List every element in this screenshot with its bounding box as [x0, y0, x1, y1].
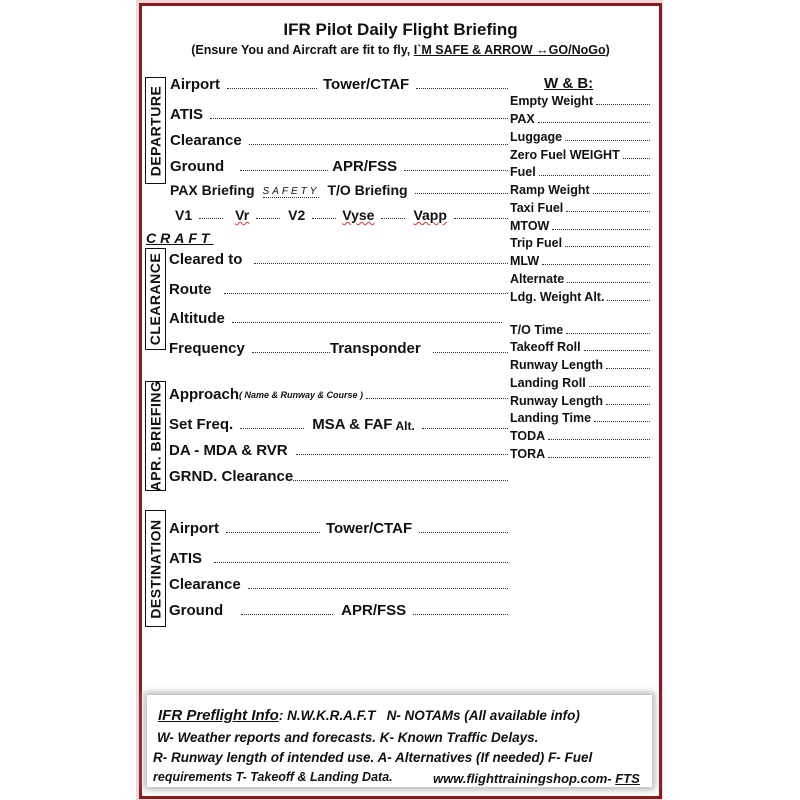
field-altitude[interactable] [169, 310, 502, 327]
fill-line[interactable] [232, 322, 502, 323]
fill-line[interactable] [415, 193, 508, 194]
fts-tag: FTS [615, 771, 640, 786]
fill-line[interactable] [566, 333, 650, 334]
perf-tora[interactable] [510, 447, 650, 461]
safety-hint: SAFETY [262, 186, 320, 197]
label-atis: ATIS [169, 550, 203, 567]
label-transponder: Transponder [329, 340, 421, 357]
label-tower: Tower/CTAF [326, 520, 413, 537]
wb-title: W & B: [544, 75, 594, 92]
page-title: IFR Pilot Daily Flight Briefing [283, 20, 518, 39]
preflight-info-box [147, 695, 652, 787]
perf-toda[interactable] [510, 429, 650, 443]
section-label-departure [145, 77, 166, 184]
wb-mlw[interactable] [510, 254, 650, 268]
field-route[interactable] [169, 281, 508, 298]
wb-label: Trip Fuel [510, 236, 563, 250]
fill-line[interactable] [584, 350, 650, 351]
approach-note: ( Name & Runway & Course ) [239, 390, 364, 400]
wb-label: Empty Weight [510, 94, 594, 108]
wb-label: Luggage [510, 130, 563, 144]
section-label-clearance [145, 248, 166, 350]
fill-line[interactable] [227, 88, 317, 89]
subtitle-prefix: (Ensure You and Aircraft are fit to fly, [191, 43, 414, 57]
label-set-freq: Set Freq. [169, 416, 234, 433]
fill-line[interactable] [413, 614, 508, 615]
website-url[interactable]: www.flighttrainingshop.com- [433, 771, 616, 786]
label-clearance: Clearance [170, 132, 242, 149]
field-da-mda-rvr[interactable] [169, 442, 508, 459]
label-altitude: Altitude [169, 310, 225, 327]
fill-line[interactable] [254, 263, 508, 264]
field-grnd-clearance[interactable] [169, 468, 508, 485]
fill-line[interactable] [366, 398, 508, 399]
fill-line[interactable] [589, 386, 650, 387]
label-apr-fss: APR/FSS [341, 602, 407, 619]
section-label-text: CLEARANCE [147, 252, 164, 346]
briefing-sheet [139, 3, 662, 799]
label-airport: Airport [170, 76, 220, 93]
fill-line[interactable] [606, 404, 650, 405]
field-frequency-transponder[interactable] [169, 340, 508, 357]
label-v1: V1 [175, 207, 193, 223]
fill-line[interactable] [249, 144, 508, 145]
perf-runway-length-landing[interactable] [510, 394, 650, 408]
wb-pax[interactable] [510, 112, 650, 126]
wb-alternate[interactable] [510, 272, 650, 286]
fill-line[interactable] [256, 218, 280, 219]
label-atis: ATIS [170, 106, 204, 123]
perf-label: Takeoff Roll [510, 340, 581, 354]
perf-label: Landing Time [510, 411, 592, 425]
fill-line[interactable] [381, 218, 405, 219]
fill-line[interactable] [454, 218, 508, 219]
fill-line[interactable] [404, 170, 508, 171]
fill-line[interactable] [296, 454, 508, 455]
field-departure-speeds[interactable] [175, 207, 508, 223]
section-label-text: DEPARTURE [147, 85, 164, 176]
fill-line[interactable] [419, 532, 508, 533]
label-to-briefing: T/O Briefing [327, 182, 408, 198]
label-v2: V2 [288, 207, 306, 223]
label-clearance: Clearance [169, 576, 241, 593]
info-line-2: W- Weather reports and forecasts. K- Known Traffic Delays. [157, 730, 539, 745]
field-destination-clearance[interactable] [169, 576, 508, 593]
label-pax-briefing: PAX Briefing [170, 182, 255, 198]
section-label-destination [145, 510, 166, 627]
fill-line[interactable] [199, 218, 223, 219]
perf-label: Runway Length [510, 394, 604, 408]
wb-label: Ramp Weight [510, 183, 590, 197]
label-da-mda-rvr: DA - MDA & RVR [169, 442, 288, 459]
label-tower: Tower/CTAF [323, 76, 410, 93]
perf-label: TODA [510, 429, 546, 443]
fill-line[interactable] [565, 140, 650, 141]
fill-line[interactable] [210, 118, 508, 119]
wb-label: Ldg. Weight Alt. [510, 290, 605, 304]
wb-luggage[interactable] [510, 130, 650, 144]
subtitle-checklist: I`M SAFE & ARROW ↔GO/NoGo [413, 43, 606, 57]
perf-takeoff-roll[interactable] [510, 340, 650, 354]
fill-line[interactable] [623, 158, 650, 159]
field-cleared-to[interactable] [169, 251, 508, 268]
label-alt: Alt. [395, 419, 415, 433]
wb-ldg-weight-alt[interactable] [510, 290, 650, 304]
label-airport: Airport [169, 520, 219, 537]
perf-landing-roll[interactable] [510, 376, 650, 390]
fill-line[interactable] [606, 368, 650, 369]
page-subtitle [142, 43, 659, 57]
fill-line[interactable] [252, 352, 330, 353]
label-approach: Approach [169, 386, 240, 403]
fill-line[interactable] [565, 246, 650, 247]
section-label-text: APR. BRIEFING [147, 380, 164, 492]
perf-label: Landing Roll [510, 376, 586, 390]
fill-line[interactable] [594, 421, 650, 422]
wb-label: MLW [510, 254, 540, 268]
info-line-1 [158, 707, 580, 724]
field-set-freq-msa[interactable] [169, 416, 508, 433]
fill-line[interactable] [542, 264, 650, 265]
wb-label: PAX [510, 112, 535, 126]
field-departure-ground[interactable] [170, 158, 508, 175]
wb-trip-fuel[interactable] [510, 236, 650, 250]
fill-line[interactable] [422, 428, 508, 429]
website-link[interactable] [433, 771, 640, 786]
perf-label: T/O Time [510, 323, 564, 337]
field-destination-atis[interactable] [169, 550, 508, 567]
wb-label: Fuel [510, 165, 536, 179]
label-cleared-to: Cleared to [169, 251, 243, 268]
fill-line[interactable] [593, 193, 650, 194]
fill-line[interactable] [538, 122, 650, 123]
wb-fuel[interactable] [510, 165, 650, 179]
fill-line[interactable] [416, 88, 508, 89]
fill-line[interactable] [214, 562, 508, 563]
label-msa-faf: MSA & FAF [312, 416, 393, 433]
field-approach[interactable] [169, 386, 508, 403]
fill-line[interactable] [566, 211, 650, 212]
fill-line[interactable] [241, 614, 333, 615]
field-departure-clearance[interactable] [170, 132, 508, 149]
wb-label: Alternate [510, 272, 565, 286]
fill-line[interactable] [567, 282, 650, 283]
label-frequency: Frequency [169, 340, 245, 357]
wb-taxi-fuel[interactable] [510, 201, 650, 215]
fill-line[interactable] [552, 229, 650, 230]
label-ground: Ground [169, 602, 224, 619]
field-departure-atis[interactable] [170, 106, 508, 123]
fill-line[interactable] [548, 439, 650, 440]
perf-label: TORA [510, 447, 546, 461]
label-vr: Vr [235, 207, 250, 223]
field-destination-airport[interactable] [169, 520, 508, 537]
info-line-1-text: : N.W.K.R.A.F.T N- NOTAMs (All available info) [278, 708, 580, 723]
fill-line[interactable] [293, 480, 508, 481]
section-label-approach [145, 381, 166, 491]
fill-line[interactable] [240, 428, 304, 429]
fill-line[interactable] [539, 175, 650, 176]
perf-landing-time[interactable] [510, 411, 650, 425]
craft-label: CRAFT [146, 230, 214, 246]
wb-zero-fuel-weight[interactable] [510, 148, 650, 162]
perf-to-time[interactable] [510, 323, 650, 337]
label-route: Route [169, 281, 212, 298]
fill-line[interactable] [607, 300, 650, 301]
fill-line[interactable] [226, 532, 320, 533]
label-grnd-clearance: GRND. Clearance [169, 468, 294, 485]
subtitle-suffix: ) [605, 43, 610, 57]
info-line-4: requirements T- Takeoff & Landing Data. [153, 770, 393, 784]
field-departure-airport[interactable] [170, 76, 508, 93]
fill-line[interactable] [224, 293, 509, 294]
fill-line[interactable] [312, 218, 336, 219]
wb-label: Zero Fuel WEIGHT [510, 148, 620, 162]
wb-empty-weight[interactable] [510, 94, 650, 108]
wb-label: MTOW [510, 219, 550, 233]
fill-line[interactable] [433, 352, 508, 353]
fill-line[interactable] [240, 170, 328, 171]
fill-line[interactable] [548, 457, 650, 458]
label-ground: Ground [170, 158, 225, 175]
perf-label: Runway Length [510, 358, 604, 372]
fill-line[interactable] [596, 104, 650, 105]
label-vapp: Vapp [413, 207, 447, 223]
info-heading: IFR Preflight Info [158, 707, 279, 724]
wb-mtow[interactable] [510, 219, 650, 233]
field-destination-ground[interactable] [169, 602, 508, 619]
label-vyse: Vyse [342, 207, 375, 223]
field-departure-briefings[interactable] [170, 182, 508, 198]
wb-ramp-weight[interactable] [510, 183, 650, 197]
label-apr-fss: APR/FSS [332, 158, 398, 175]
section-label-text: DESTINATION [147, 518, 164, 619]
fill-line[interactable] [248, 588, 508, 589]
wb-label: Taxi Fuel [510, 201, 564, 215]
perf-runway-length-takeoff[interactable] [510, 358, 650, 372]
info-line-3: R- Runway length of intended use. A- Alternatives (If needed) F- Fuel [153, 750, 593, 765]
